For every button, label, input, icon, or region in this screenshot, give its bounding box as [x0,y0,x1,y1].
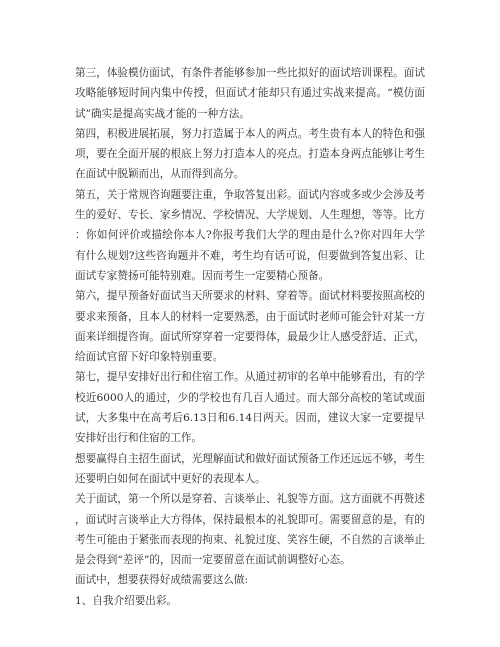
paragraph-materials-attire: 第六，提早预备好面试当天所要求的材料、穿着等。面试材料要按照高校的要求来预备，且本人的材料一定要熟悉，由于面试时老师可能会针对某一方面来详细提咨询。面试所穿穿着一定要得体，最最少让人感受舒适、正式，给面试官留下好印象特别重要。 [75,290,425,364]
paragraph-how-to: 面试中，想要获得好成绩需要这么做: [75,574,249,587]
paragraph-self-intro: 1、自我介绍要出彩。 [75,594,178,607]
paragraph-mock-interview: 第三，体验模仿面试，有条件者能够参加一些比拟好的面试培训课程。面试攻略能够短时间内集中传授，但面试才能却只有通过实战来提高。“模仿面试”确实是提高实战才能的一种方法。 [75,67,425,120]
paragraph-routine-questions: 第五，关于常规咨询题要注重，争取答复出彩。面试内容或多或少会涉及考生的爱好、专长、家乡情况、学校情况、大学规划、人生理想，等等。比方：你如何评价或描绘你本人?你报考我们大学的理由是什么?你对四年大学有什么规划?这些咨询题并不难，考生均有话可说，但要做到答复出彩、让面试专家赞扬可能特别难。因而考生一定要精心预备。 [75,188,425,282]
paragraph-manners: 关于面试，第一个所以是穿着、言谈举止、礼貌等方面。这方面就不再赘述，面试时言谈举止大方得体，保持最根本的礼貌即可。需要留意的是，有的考生可能由于紧张而表现的拘束、礼貌过度、笑容生硬，不自然的言谈举止是会得到“差评”的，因而一定要留意在面试前调整好心态。 [75,493,425,567]
paragraph-travel-lodging: 第七，提早安排好出行和住宿工作。从通过初审的名单中能够看出，有的学校近6000人的通过，少的学校也有几百人通过。而大部分高校的笔试或面试，大多集中在高考后6.13日和6.14日两天。因而，建议大家一定要提早安排好出行和住宿的工作。 [75,371,425,445]
paragraph-highlights: 第四，积极进展拓展，努力打造属于本人的两点。考生贵有本人的特色和强项，要在全面开展的根底上努力打造本人的亮点。打造本身两点能够让考生在面试中脱颖而出，从而得到高分。 [75,127,425,181]
paragraph-winning-interview: 想要赢得自主招生面试，光理解面试和做好面试预备工作还远远不够，考生还要明白如何在面试中更好的表现本人。 [75,452,425,485]
document-body [75,63,425,611]
